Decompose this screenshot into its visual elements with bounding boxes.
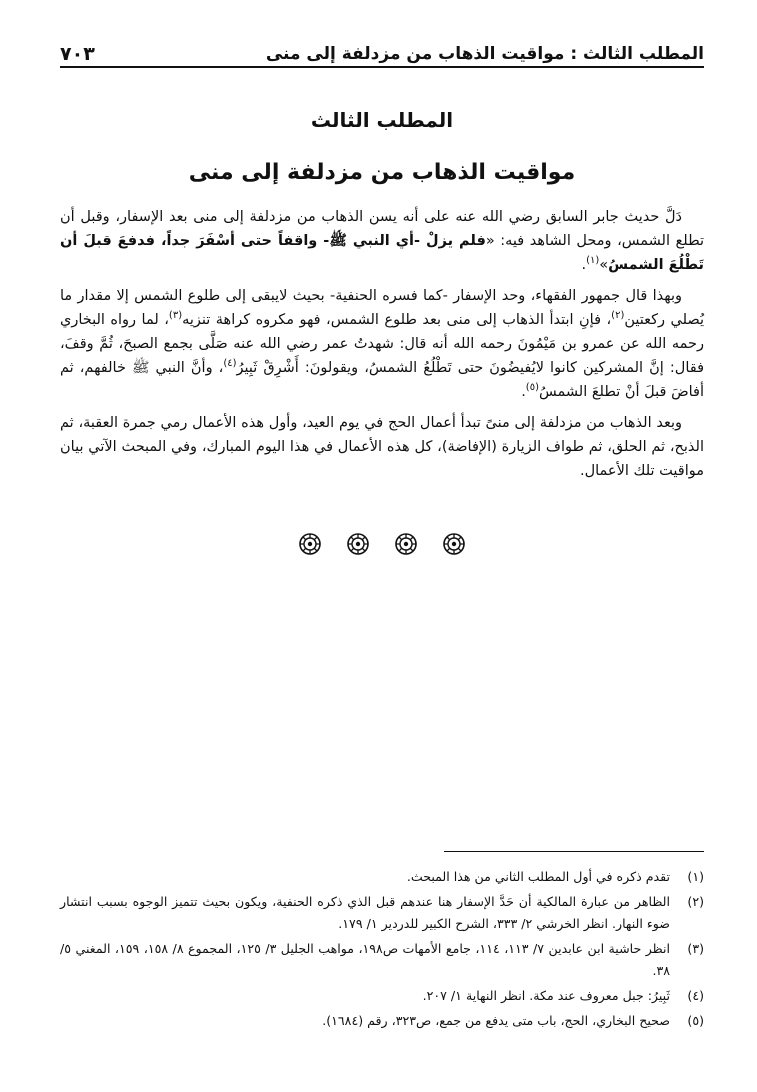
paragraph-2-text-d: ، وأنَّ النبي ﷺ خالفهم، ثم أفاضَ قبلَ أنْ تطلعَ الشمسُ [60, 359, 704, 400]
running-title: المطلب الثالث : مواقيت الذهاب من مزدلفة إلى منى [265, 44, 704, 64]
footnote-number: (٥) [687, 1013, 704, 1028]
ornament-flower-icon [346, 532, 370, 556]
footnote-text: ثَبِيرُ: جبل معروف عند مكة. انظر النهاية ١/ ٢٠٧. [422, 988, 670, 1003]
footnote-item [60, 1010, 704, 1032]
footnote-number: (١) [687, 869, 704, 884]
footnote-number: (٣) [687, 941, 704, 956]
footnote-ref-2[interactable]: (٢) [611, 310, 625, 322]
footnote-ref-3[interactable]: (٣) [168, 310, 183, 322]
quote-close: » [599, 256, 609, 273]
chapter-title: مواقيت الذهاب من مزدلفة إلى منى [188, 160, 576, 185]
footnote-ref-4[interactable]: (٤) [223, 357, 237, 369]
section-separator [60, 532, 704, 556]
footnote-text: الظاهر من عبارة المالكية أن حَدَّ الإسفار هنا عندهم قبل الذي ذكره الحنفية، ويكون بحيث تتميز الوجوه بسبب انتشار ضوء النهار. انظر الخرشي ٢/ ٣٣٣، الشرح الكبير للدردير ١/ ١٧٩. [60, 894, 670, 931]
paragraph-2-text-b: ، فإنِ ابتدأ الذهاب إلى منى بعد طلوع الشمس، فهو مكروه كراهة تنزيه [182, 312, 612, 329]
paragraph-3: وبعد الذهاب من مزدلفة إلى منىً تبدأ أعمال الحج في يوم العيد، وأول هذه الأعمال رمي جمرة العقبة، ثم الذبح، ثم الحلق، ثم طواف الزيارة (الإفاضة)، كل هذه الأعمال في هذا اليوم المبارك، وفي المبحث الآتي بيان مواقيت تلك الأعمال. [60, 415, 704, 479]
section-label: المطلب الثالث [310, 108, 454, 132]
paragraph-1-text: دَلَّ حديث جابر السابق رضي الله عنه على أنه يسن الذهاب من مزدلفة إلى منى بعد الإسفار، وقبل أن تطلع الشمس، ومحل الشاهد فيه: « [60, 209, 704, 249]
paragraph-2-end: . [521, 383, 526, 400]
footnote-text: انظر حاشية ابن عابدين ٧/ ١١٣، ١١٤، جامع الأمهات ص١٩٨، مواهب الجليل ٣/ ١٢٥، المجموع ٨/ ١٥٨، ١٥٩، المغني ٥/ ٣٨. [60, 941, 671, 978]
book-page [60, 36, 704, 1076]
page-number: ٧٠٣ [60, 43, 95, 65]
footnotes [60, 851, 704, 1035]
paragraph-1-end: . [581, 256, 587, 273]
footnote-ref-5[interactable]: (٥) [525, 381, 539, 393]
footnote-text: صحيح البخاري، الحج، باب متى يدفع من جمع، ص٣٢٣، رقم (١٦٨٤). [322, 1013, 670, 1028]
ornament-flower-icon [394, 532, 418, 556]
paragraph-1 [60, 206, 704, 277]
footnote-item [60, 938, 704, 982]
ornament-flower-icon [442, 532, 466, 556]
body-text [60, 206, 704, 484]
footnote-number: (٢) [687, 894, 704, 909]
footnote-number: (٤) [687, 988, 704, 1003]
paragraph-2 [60, 285, 704, 404]
footnote-text: تقدم ذكره في أول المطلب الثاني من هذا المبحث. [406, 869, 670, 884]
paragraph-2-text-a: وبهذا قال جمهور الفقهاء، وحد الإسفار -كما فسره الحنفية- بحيث لايبقى إلى طلوع الشمس إلا مقدار ما يُصلي ركعتين [60, 288, 705, 329]
footnote-item [60, 985, 704, 1007]
hadith-quote: فلم يزلْ -أي النبي ﷺ- واقفاً حتى أسْفَرَ جداً، فدفعَ قبلَ أن تَطْلُعَ الشمسُ [60, 232, 704, 273]
paragraph-2-text-c: ، لما رواه البخاري رحمه الله عن عمرو بن مَيْمُونَ رحمه الله أنه قال: شهدتُ عمر رضي الله عنه صَلَّى بجمع الصبحَ، ثُمَّ وقفَ، فقال: إنَّ المشركين كانوا لايُفيضُونَ حتى تَطْلُعُ الشمسُ، ويقولونَ: أَشْرِقْ ثَبِيرُ [60, 312, 704, 376]
running-header [60, 36, 704, 68]
footnote-item [60, 891, 704, 935]
ornament-flower-icon [298, 532, 322, 556]
footnote-ref-1[interactable]: (١) [586, 254, 600, 266]
footnote-divider [444, 851, 704, 852]
footnote-item [60, 866, 704, 888]
